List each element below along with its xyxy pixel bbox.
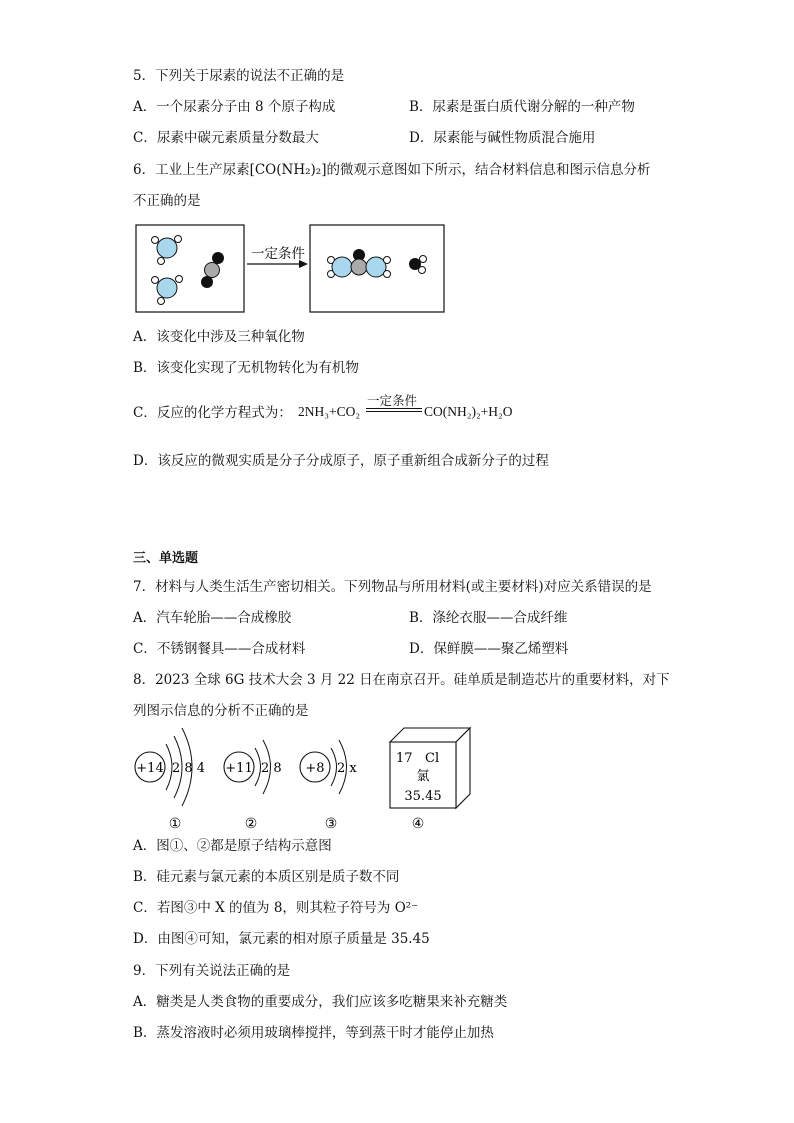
q5-option-a: A．一个尿素分子由 8 个原子构成 — [133, 99, 336, 115]
q7-option-b: B．涤纶衣服——合成纤维 — [409, 610, 568, 626]
svg-text:④: ④ — [411, 816, 425, 832]
urea-molecule — [328, 249, 391, 278]
equation-right: CO(NH₂)₂+H₂O — [424, 404, 513, 419]
q7-option-c: C．不锈钢餐具——合成材料 — [133, 641, 306, 657]
svg-text:+8: +8 — [305, 761, 325, 776]
q9-stem: 9．下列有关说法正确的是 — [133, 963, 291, 979]
atomic-structure-1 — [135, 728, 205, 832]
q7-option-d: D．保鲜膜——聚乙烯塑料 — [409, 641, 569, 657]
atomic-structure-3 — [300, 740, 357, 832]
q8-option-b: B．硅元素与氯元素的本质区别是质子数不同 — [133, 869, 400, 885]
q8-option-c: C．若图③中 X 的值为 8，则其粒子符号为 O²⁻ — [133, 900, 419, 916]
ammonia-molecule-2 — [152, 276, 183, 305]
q6-micro-diagram — [130, 222, 450, 316]
q8-stem-line1: 8．2023 全球 6G 技术大会 3 月 22 日在南京召开。硅单质是制造芯片的重要材料，对下 — [133, 672, 670, 688]
q9-option-b: B．蒸发溶液时必须用玻璃棒搅拌，等到蒸干时才能停止加热 — [133, 1025, 494, 1041]
q5-option-d: D．尿素能与碱性物质混合施用 — [409, 130, 596, 146]
q6-option-d: D．该反应的微观实质是分子分成原子，原子重新组合成新分子的过程 — [133, 453, 549, 469]
q6-option-b: B．该变化实现了无机物转化为有机物 — [133, 360, 359, 376]
svg-text:35.45: 35.45 — [404, 789, 442, 804]
q5-stem: 5．下列关于尿素的说法不正确的是 — [133, 68, 345, 84]
svg-text:2 8 4: 2 8 4 — [172, 761, 206, 776]
ammonia-molecule-1 — [152, 236, 182, 265]
svg-text:③: ③ — [324, 816, 338, 832]
q8-stem-line2: 列图示信息的分析不正确的是 — [133, 703, 309, 719]
equation-equals — [366, 408, 422, 412]
svg-text:2 8: 2 8 — [261, 761, 282, 776]
q8-option-d: D．由图④可知，氯元素的相对原子质量是 35.45 — [133, 931, 430, 947]
svg-text:①: ① — [168, 816, 182, 832]
q6-option-a: A．该变化中涉及三种氧化物 — [133, 329, 305, 345]
equation-condition: 一定条件 — [367, 394, 418, 408]
q7-option-a: A．汽车轮胎——合成橡胶 — [133, 610, 292, 626]
q6-stem-line2: 不正确的是 — [133, 193, 201, 209]
svg-text:2 x: 2 x — [337, 761, 357, 776]
section-title: 三、单选题 — [133, 551, 199, 566]
chlorine-element-cube — [390, 728, 470, 832]
q6-stem-line1: 6．工业上生产尿素[CO(NH₂)₂]的微观示意图如下所示，结合材料信息和图示信息分析 — [133, 162, 651, 178]
q9-option-a: A．糖类是人类食物的重要成分，我们应该多吃糖果来补充糖类 — [133, 994, 508, 1010]
reaction-condition-label: 一定条件 — [251, 246, 305, 262]
q5-option-b: B．尿素是蛋白质代谢分解的一种产物 — [409, 99, 635, 115]
q8-atom-diagrams — [128, 722, 478, 834]
svg-text:+11: +11 — [225, 761, 253, 776]
q7-stem: 7．材料与人类生活生产密切相关。下列物品与所用材料(或主要材料)对应关系错误的是 — [133, 579, 652, 595]
water-molecule — [409, 256, 427, 274]
carbon-dioxide-molecule — [201, 252, 224, 288]
equation-left: 2NH₃+CO₂ — [298, 404, 361, 419]
q6-option-c: C．反应的化学方程式为： — [133, 405, 292, 421]
q5-option-c: C．尿素中碳元素质量分数最大 — [133, 130, 319, 146]
svg-text:②: ② — [244, 816, 258, 832]
svg-text:+14: +14 — [136, 761, 164, 776]
svg-text:Cl: Cl — [425, 751, 440, 766]
svg-text:氯: 氯 — [416, 769, 430, 784]
q8-option-a: A．图①、②都是原子结构示意图 — [133, 838, 332, 854]
svg-text:17: 17 — [396, 751, 413, 766]
atomic-structure-2 — [224, 740, 282, 832]
